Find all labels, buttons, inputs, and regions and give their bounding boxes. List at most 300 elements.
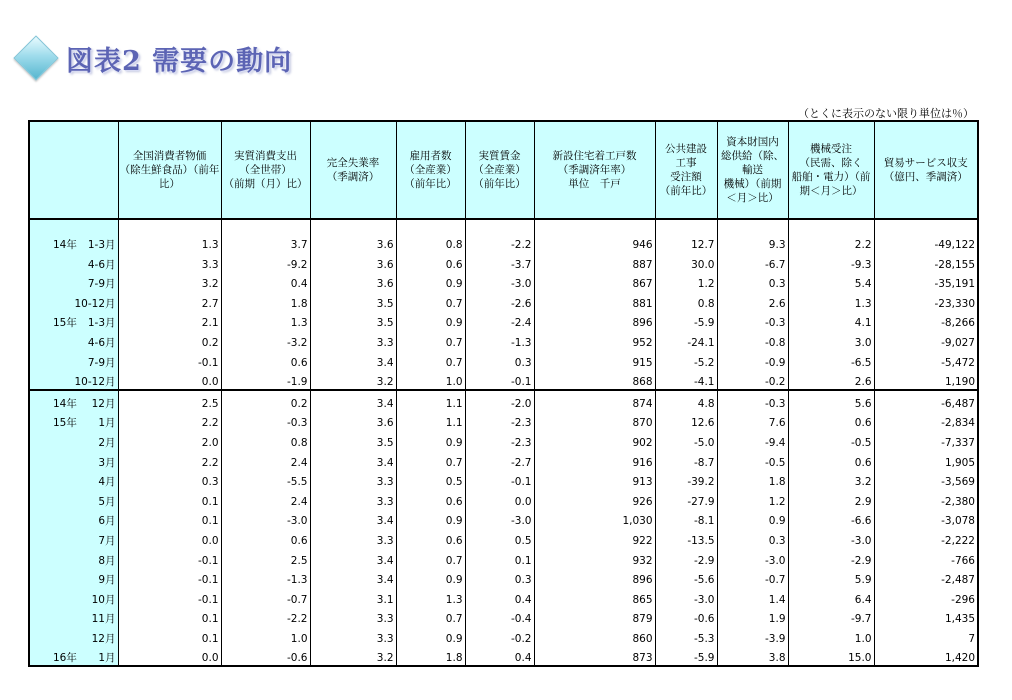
value-cell: 2.4 [221, 450, 310, 470]
period-cell [29, 390, 118, 411]
value-cell: 12.7 [655, 219, 717, 252]
value-cell: -39.2 [655, 470, 717, 490]
table-row [29, 291, 978, 311]
column-header: 雇用者数 （全産業） （前年比） [396, 121, 465, 219]
value-cell: 952 [534, 330, 655, 350]
title-area [14, 36, 292, 80]
value-cell: 0.2 [118, 330, 221, 350]
period-label: 5月 [98, 495, 116, 508]
value-cell: 5.9 [788, 568, 874, 588]
value-cell: -4.1 [655, 370, 717, 391]
year-label: 16年 [53, 652, 77, 665]
table-row [29, 350, 978, 370]
value-cell: -0.4 [465, 607, 534, 627]
value-cell: -27.9 [655, 489, 717, 509]
value-cell: -0.5 [788, 430, 874, 450]
value-cell: -2.6 [465, 291, 534, 311]
value-cell: 2.6 [717, 291, 788, 311]
value-cell: 3.1 [310, 587, 396, 607]
column-header: 機械受注 （民需、除く 船舶・電力）（前 期＜月＞比） [788, 121, 874, 219]
value-cell: 865 [534, 587, 655, 607]
value-cell: 0.0 [118, 370, 221, 391]
period-cell [29, 311, 118, 331]
period-label: 10月 [91, 593, 116, 606]
value-cell: -0.1 [465, 470, 534, 490]
value-cell: 3.3 [310, 626, 396, 646]
value-cell: 0.7 [396, 607, 465, 627]
value-cell: 3.3 [310, 470, 396, 490]
table-row [29, 607, 978, 627]
value-cell: 0.9 [717, 509, 788, 529]
value-cell: -3.0 [221, 509, 310, 529]
value-cell: -0.2 [465, 626, 534, 646]
value-cell: 3.0 [788, 330, 874, 350]
value-cell: 0.0 [118, 646, 221, 667]
table-row [29, 587, 978, 607]
period-cell [29, 291, 118, 311]
value-cell: -3.0 [717, 548, 788, 568]
value-cell: 0.9 [396, 568, 465, 588]
value-cell: 2.4 [221, 489, 310, 509]
value-cell: 3.2 [310, 370, 396, 391]
period-label: 10-12月 [74, 376, 116, 389]
value-cell: 946 [534, 219, 655, 252]
value-cell: -2,222 [874, 528, 978, 548]
value-cell: -13.5 [655, 528, 717, 548]
value-cell: -296 [874, 587, 978, 607]
value-cell: 0.5 [396, 470, 465, 490]
value-cell: 2.7 [118, 291, 221, 311]
value-cell: -6.7 [717, 252, 788, 272]
value-cell: 5.6 [788, 390, 874, 411]
table-row [29, 390, 978, 411]
table-row [29, 370, 978, 391]
table-row [29, 450, 978, 470]
period-cell [29, 489, 118, 509]
value-cell: 868 [534, 370, 655, 391]
value-cell: -0.7 [717, 568, 788, 588]
value-cell: -3.0 [788, 528, 874, 548]
value-cell: 2.2 [118, 450, 221, 470]
table-row [29, 330, 978, 350]
value-cell: -0.3 [221, 411, 310, 431]
table-row [29, 430, 978, 450]
value-cell: 915 [534, 350, 655, 370]
value-cell: 3.6 [310, 219, 396, 252]
value-cell: 0.2 [221, 390, 310, 411]
value-cell: 3.2 [118, 272, 221, 292]
value-cell: 922 [534, 528, 655, 548]
period-cell [29, 370, 118, 391]
value-cell: 2.2 [118, 411, 221, 431]
table-row [29, 548, 978, 568]
value-cell: 926 [534, 489, 655, 509]
value-cell: 1,905 [874, 450, 978, 470]
value-cell: 0.7 [396, 330, 465, 350]
value-cell: 0.5 [465, 528, 534, 548]
value-cell: 0.3 [465, 568, 534, 588]
value-cell: 0.1 [118, 489, 221, 509]
period-cell [29, 219, 118, 252]
value-cell: -2.7 [465, 450, 534, 470]
value-cell: 3.6 [310, 252, 396, 272]
period-cell [29, 330, 118, 350]
period-label: 12月 [91, 632, 116, 645]
value-cell: -3.0 [465, 509, 534, 529]
value-cell: 30.0 [655, 252, 717, 272]
value-cell: 913 [534, 470, 655, 490]
value-cell: -5.9 [655, 311, 717, 331]
period-cell [29, 470, 118, 490]
value-cell: -6.5 [788, 350, 874, 370]
value-cell: -49,122 [874, 219, 978, 252]
value-cell: 1.3 [396, 587, 465, 607]
table-row [29, 252, 978, 272]
period-cell [29, 607, 118, 627]
table-row [29, 528, 978, 548]
value-cell: 1.8 [396, 646, 465, 667]
value-cell: 0.4 [465, 587, 534, 607]
value-cell: 887 [534, 252, 655, 272]
value-cell: -0.6 [221, 646, 310, 667]
value-cell: 881 [534, 291, 655, 311]
value-cell: 0.1 [118, 509, 221, 529]
value-cell: 0.4 [221, 272, 310, 292]
value-cell: 1.2 [717, 489, 788, 509]
value-cell: -1.9 [221, 370, 310, 391]
column-header: 新設住宅着工戸数 （季調済年率） 単位 千戸 [534, 121, 655, 219]
value-cell: 916 [534, 450, 655, 470]
value-cell: 1.1 [396, 390, 465, 411]
period-label: 4-6月 [87, 336, 116, 349]
value-cell: 7 [874, 626, 978, 646]
period-label: 4-6月 [87, 258, 116, 271]
column-header: 実質賃金 （全産業） （前年比） [465, 121, 534, 219]
value-cell: -2.4 [465, 311, 534, 331]
value-cell: 0.9 [396, 430, 465, 450]
value-cell: 0.6 [788, 450, 874, 470]
year-label: 14年 [53, 239, 77, 251]
value-cell: 4.8 [655, 390, 717, 411]
value-cell: -0.8 [717, 330, 788, 350]
value-cell: -3.7 [465, 252, 534, 272]
value-cell: 3.2 [310, 646, 396, 667]
value-cell: 1.1 [396, 411, 465, 431]
value-cell: -5.5 [221, 470, 310, 490]
value-cell: 896 [534, 311, 655, 331]
value-cell: -1.3 [221, 568, 310, 588]
value-cell: 1.3 [118, 219, 221, 252]
value-cell: 15.0 [788, 646, 874, 667]
value-cell: -5.0 [655, 430, 717, 450]
value-cell: -3.2 [221, 330, 310, 350]
period-cell [29, 646, 118, 667]
value-cell: 3.5 [310, 291, 396, 311]
period-label: 7-9月 [87, 356, 116, 369]
value-cell: -5.3 [655, 626, 717, 646]
value-cell: 3.4 [310, 548, 396, 568]
value-cell: 0.4 [465, 646, 534, 667]
year-label: 15年 [53, 317, 77, 330]
value-cell: 3.4 [310, 568, 396, 588]
value-cell: 0.6 [221, 350, 310, 370]
period-label: 1月 [98, 417, 116, 430]
value-cell: -2,380 [874, 489, 978, 509]
value-cell: -3.9 [717, 626, 788, 646]
value-cell: 3.5 [310, 311, 396, 331]
value-cell: 2.1 [118, 311, 221, 331]
period-label: 9月 [98, 574, 116, 587]
value-cell: -2,487 [874, 568, 978, 588]
value-cell: 1.8 [221, 291, 310, 311]
period-cell [29, 272, 118, 292]
value-cell: -0.1 [118, 548, 221, 568]
value-cell: 3.4 [310, 350, 396, 370]
value-cell: 1.8 [717, 470, 788, 490]
value-cell: -6,487 [874, 390, 978, 411]
table-body [29, 219, 978, 666]
value-cell: 4.1 [788, 311, 874, 331]
value-cell: 12.6 [655, 411, 717, 431]
demand-table [28, 120, 979, 667]
unit-note: （とくに表示のない限り単位は％） [798, 107, 974, 120]
value-cell: 0.8 [221, 430, 310, 450]
value-cell: -2,834 [874, 411, 978, 431]
period-label: 6月 [98, 515, 116, 528]
value-cell: 0.6 [221, 528, 310, 548]
period-cell [29, 411, 118, 431]
value-cell: 0.9 [396, 311, 465, 331]
value-cell: 0.9 [396, 626, 465, 646]
value-cell: 0.7 [396, 350, 465, 370]
value-cell: 932 [534, 548, 655, 568]
period-label: 8月 [98, 554, 116, 567]
period-label: 10-12月 [74, 297, 116, 310]
year-label: 14年 [53, 397, 77, 410]
value-cell: -3.0 [655, 587, 717, 607]
value-cell: 3.6 [310, 411, 396, 431]
value-cell: 0.7 [396, 548, 465, 568]
value-cell: 2.2 [788, 219, 874, 252]
period-label: 4月 [98, 476, 116, 489]
value-cell: 1.4 [717, 587, 788, 607]
table-row [29, 219, 978, 252]
value-cell: -9.4 [717, 430, 788, 450]
value-cell: 0.3 [717, 272, 788, 292]
period-cell [29, 252, 118, 272]
value-cell: 1.9 [717, 607, 788, 627]
table-row [29, 568, 978, 588]
column-header: 完全失業率 （季調済） [310, 121, 396, 219]
value-cell: 0.0 [465, 489, 534, 509]
value-cell: 1,030 [534, 509, 655, 529]
value-cell: 0.6 [396, 252, 465, 272]
period-cell [29, 430, 118, 450]
column-header: 実質消費支出 （全世帯） （前期（月）比） [221, 121, 310, 219]
diamond-icon [13, 35, 58, 80]
value-cell: -2.0 [465, 390, 534, 411]
value-cell: 1.3 [221, 311, 310, 331]
value-cell: 0.8 [655, 291, 717, 311]
value-cell: -0.3 [717, 390, 788, 411]
value-cell: -3,078 [874, 509, 978, 529]
value-cell: -766 [874, 548, 978, 568]
value-cell: 0.3 [717, 528, 788, 548]
value-cell: -8.1 [655, 509, 717, 529]
value-cell: 0.9 [396, 272, 465, 292]
period-cell [29, 528, 118, 548]
period-cell [29, 350, 118, 370]
value-cell: -0.5 [717, 450, 788, 470]
value-cell: 1.0 [788, 626, 874, 646]
header-corner [29, 121, 118, 219]
value-cell: -0.7 [221, 587, 310, 607]
value-cell: -24.1 [655, 330, 717, 350]
column-header: 資本財国内 総供給（除、 輸送 機械）（前期 ＜月＞比） [717, 121, 788, 219]
value-cell: 2.9 [788, 489, 874, 509]
table-row [29, 489, 978, 509]
value-cell: 0.8 [396, 219, 465, 252]
value-cell: 3.3 [310, 330, 396, 350]
value-cell: -9.3 [788, 252, 874, 272]
value-cell: 1.0 [396, 370, 465, 391]
period-label: 1-3月 [87, 317, 116, 330]
value-cell: 0.1 [118, 607, 221, 627]
value-cell: 3.5 [310, 430, 396, 450]
period-cell [29, 568, 118, 588]
value-cell: 3.4 [310, 509, 396, 529]
period-cell [29, 548, 118, 568]
value-cell: 879 [534, 607, 655, 627]
value-cell: 0.6 [788, 411, 874, 431]
value-cell: 3.3 [310, 489, 396, 509]
value-cell: 0.3 [118, 470, 221, 490]
value-cell: 2.5 [118, 390, 221, 411]
column-header: 全国消費者物価 （除生鮮食品）（前年比） [118, 121, 221, 219]
value-cell: 9.3 [717, 219, 788, 252]
value-cell: 3.6 [310, 272, 396, 292]
value-cell: -0.9 [717, 350, 788, 370]
value-cell: -8,266 [874, 311, 978, 331]
value-cell: 7.6 [717, 411, 788, 431]
value-cell: -5.2 [655, 350, 717, 370]
table-row [29, 626, 978, 646]
period-cell [29, 626, 118, 646]
value-cell: -5.6 [655, 568, 717, 588]
period-label: 11月 [91, 613, 116, 626]
value-cell: -6.6 [788, 509, 874, 529]
table-row [29, 470, 978, 490]
header-row [29, 121, 978, 219]
value-cell: 1.2 [655, 272, 717, 292]
value-cell: 3.3 [310, 528, 396, 548]
table-row [29, 509, 978, 529]
value-cell: 0.0 [118, 528, 221, 548]
value-cell: 0.7 [396, 450, 465, 470]
value-cell: -3,569 [874, 470, 978, 490]
value-cell: -0.1 [118, 568, 221, 588]
table-row [29, 272, 978, 292]
value-cell: 870 [534, 411, 655, 431]
value-cell: -0.1 [118, 587, 221, 607]
value-cell: 3.4 [310, 390, 396, 411]
value-cell: 3.8 [717, 646, 788, 667]
value-cell: -35,191 [874, 272, 978, 292]
column-header: 公共建設 工事 受注額 （前年比） [655, 121, 717, 219]
table-row [29, 646, 978, 667]
value-cell: 873 [534, 646, 655, 667]
value-cell: 0.6 [396, 489, 465, 509]
period-label: 3月 [98, 456, 116, 469]
period-label: 1-3月 [87, 239, 116, 251]
value-cell: 874 [534, 390, 655, 411]
year-label: 15年 [53, 417, 77, 430]
value-cell: 902 [534, 430, 655, 450]
value-cell: 0.1 [118, 626, 221, 646]
value-cell: 3.4 [310, 450, 396, 470]
value-cell: 0.1 [465, 548, 534, 568]
page-title: 図表2 需要の動向 [66, 45, 293, 77]
value-cell: -2.3 [465, 411, 534, 431]
value-cell: -0.6 [655, 607, 717, 627]
value-cell: 3.2 [788, 470, 874, 490]
value-cell: 867 [534, 272, 655, 292]
period-label: 2月 [98, 436, 116, 449]
value-cell: 3.7 [221, 219, 310, 252]
value-cell: 2.0 [118, 430, 221, 450]
value-cell: 3.3 [310, 607, 396, 627]
value-cell: -9.7 [788, 607, 874, 627]
period-cell [29, 509, 118, 529]
value-cell: 0.9 [396, 509, 465, 529]
value-cell: 0.6 [396, 528, 465, 548]
table-row [29, 411, 978, 431]
value-cell: -5.9 [655, 646, 717, 667]
value-cell: -9.2 [221, 252, 310, 272]
value-cell: -8.7 [655, 450, 717, 470]
value-cell: -2.9 [788, 548, 874, 568]
value-cell: 3.3 [118, 252, 221, 272]
period-cell [29, 587, 118, 607]
value-cell: 896 [534, 568, 655, 588]
value-cell: 1.3 [788, 291, 874, 311]
value-cell: -9,027 [874, 330, 978, 350]
value-cell: 0.3 [465, 350, 534, 370]
value-cell: -0.1 [465, 370, 534, 391]
value-cell: -0.1 [118, 350, 221, 370]
period-label: 12月 [91, 397, 116, 410]
value-cell: -1.3 [465, 330, 534, 350]
period-label: 1月 [98, 652, 116, 665]
value-cell: 2.6 [788, 370, 874, 391]
value-cell: -0.2 [717, 370, 788, 391]
value-cell: 1,420 [874, 646, 978, 667]
period-cell [29, 450, 118, 470]
column-header: 貿易サービス収支 （億円、季調済） [874, 121, 978, 219]
value-cell: 1,190 [874, 370, 978, 391]
period-label: 7月 [98, 534, 116, 547]
value-cell: -5,472 [874, 350, 978, 370]
value-cell: -2.3 [465, 430, 534, 450]
value-cell: -23,330 [874, 291, 978, 311]
value-cell: -3.0 [465, 272, 534, 292]
value-cell: 5.4 [788, 272, 874, 292]
value-cell: 1,435 [874, 607, 978, 627]
table-row [29, 311, 978, 331]
value-cell: -7,337 [874, 430, 978, 450]
value-cell: 1.0 [221, 626, 310, 646]
period-label: 7-9月 [87, 278, 116, 291]
